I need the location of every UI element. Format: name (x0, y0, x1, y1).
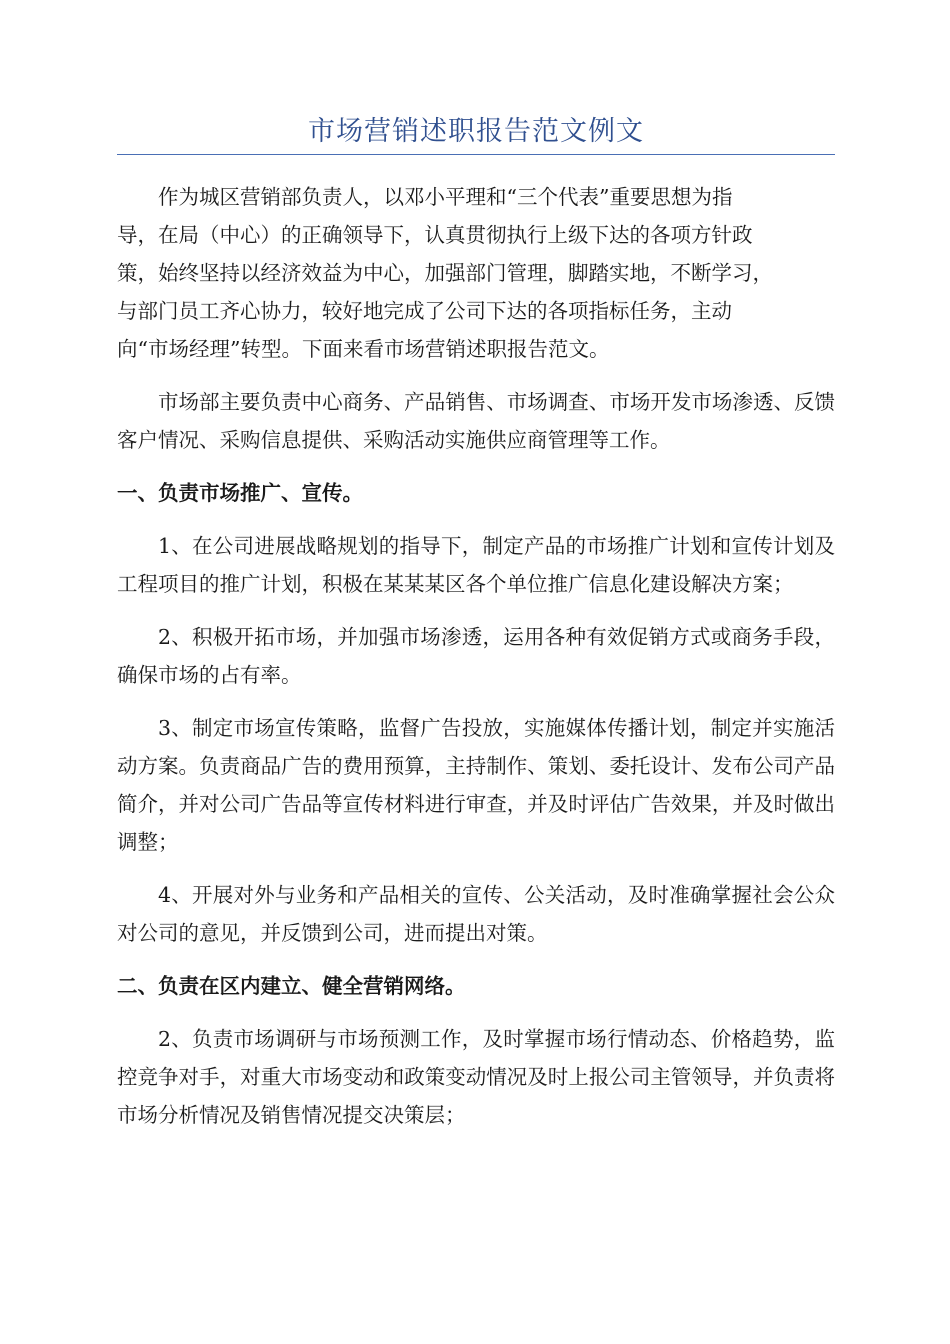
section-item: 4、开展对外与业务和产品相关的宣传、公关活动，及时准确掌握社会公众对公司的意见，并反馈到公司，进而提出对策。 (117, 883, 835, 945)
section-item: 2、积极开拓市场，并加强市场渗透，运用各种有效促销方式或商务手段，确保市场的占有率。 (117, 625, 835, 687)
section-heading: 二、负责在区内建立、健全营销网络。 (117, 974, 466, 998)
section-item: 2、负责市场调研与市场预测工作，及时掌握市场行情动态、价格趋势，监控竞争对手，对重大市场变动和政策变动情况及时上报公司主管领导，并负责将市场分析情况及销售情况提交决策层； (117, 1027, 835, 1127)
section-item: 3、制定市场宣传策略，监督广告投放，实施媒体传播计划，制定并实施活动方案。负责商品广告的费用预算，主持制作、策划、委托设计、发布公司产品简介，并对公司广告品等宣传材料进行审查，并及时评估广告效果，并及时做出调整； (117, 716, 835, 854)
intro-line: 与部门员工齐心协力，较好地完成了公司下达的各项指标任务，主动 (117, 299, 732, 323)
section-item: 1、在公司进展战略规划的指导下，制定产品的市场推广计划和宣传计划及工程项目的推广计划，积极在某某某区各个单位推广信息化建设解决方案； (117, 534, 835, 596)
intro-paragraph (117, 178, 835, 368)
intro-line: 策，始终坚持以经济效益为中心，加强部门管理，脚踏实地，不断学习， (117, 261, 773, 285)
title-underline (117, 154, 835, 155)
overview-paragraph: 市场部主要负责中心商务、产品销售、市场调查、市场开发市场渗透、反馈客户情况、采购信息提供、采购活动实施供应商管理等工作。 (117, 390, 835, 452)
document-title: 市场营销述职报告范文例文 (308, 116, 644, 147)
intro-line: 向“市场经理”转型。下面来看市场营销述职报告范文。 (117, 337, 610, 361)
intro-line: 作为城区营销部负责人，以邓小平理和“三个代表”重要思想为指 (158, 185, 733, 209)
intro-line: 导，在局（中心）的正确领导下，认真贯彻执行上级下达的各项方针政 (117, 223, 753, 247)
section-heading: 一、负责市场推广、宣传。 (117, 481, 363, 505)
document-body (117, 178, 835, 1134)
